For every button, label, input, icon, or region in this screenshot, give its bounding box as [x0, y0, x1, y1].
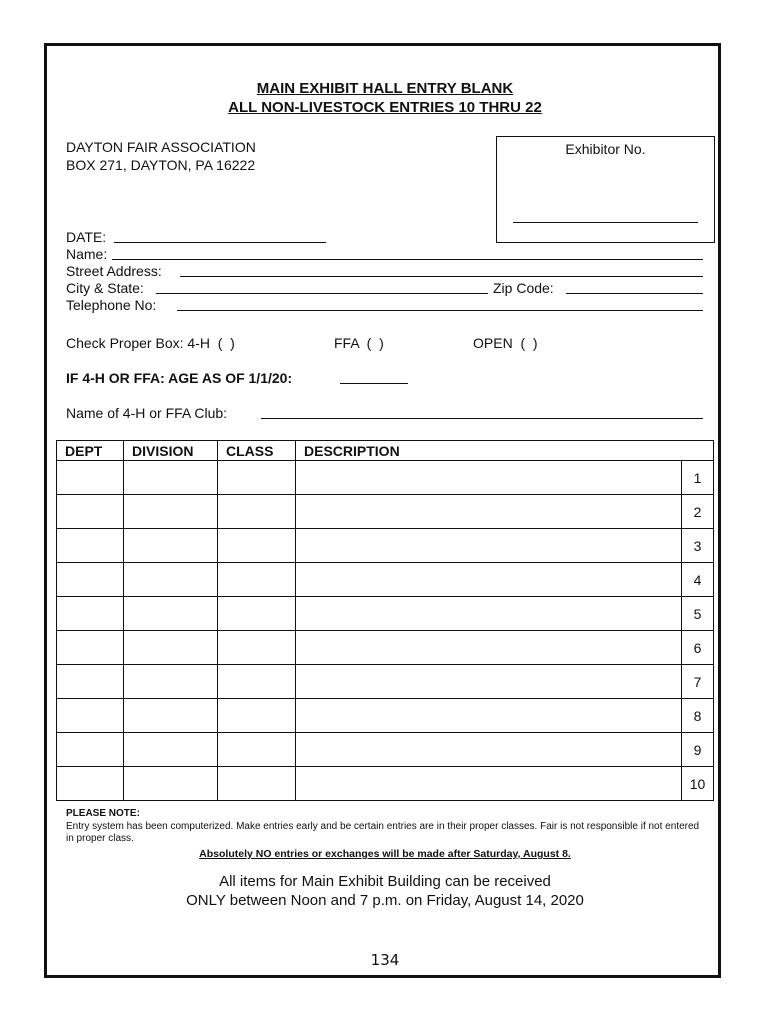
page-number: 134: [370, 951, 400, 969]
table-row: [57, 495, 714, 529]
division-cell[interactable]: [124, 461, 218, 495]
class-cell[interactable]: [218, 495, 296, 529]
note-heading: PLEASE NOTE:: [66, 808, 140, 819]
date-field[interactable]: [114, 242, 326, 243]
description-cell[interactable]: [296, 631, 682, 665]
division-cell[interactable]: [124, 529, 218, 563]
dept-cell[interactable]: [57, 461, 124, 495]
zip-code-field[interactable]: [566, 293, 703, 294]
division-cell[interactable]: [124, 495, 218, 529]
dept-cell[interactable]: [57, 563, 124, 597]
description-cell[interactable]: [296, 767, 682, 801]
association-name: DAYTON FAIR ASSOCIATION: [66, 139, 256, 155]
table-row: [57, 529, 714, 563]
form-title: MAIN EXHIBIT HALL ENTRY BLANK: [256, 80, 514, 97]
city-state-label: City & State:: [66, 280, 144, 296]
header-dept: DEPT: [57, 441, 124, 461]
note-body: Entry system has been computerized. Make entries early and be certain entries are in their proper classes. Fair is not responsible if not entered in proper class.: [66, 821, 700, 844]
division-cell[interactable]: [124, 563, 218, 597]
row-number: 8: [682, 699, 714, 733]
description-cell[interactable]: [296, 733, 682, 767]
row-number: 10: [682, 767, 714, 801]
note-deadline: Absolutely NO entries or exchanges will be made after Saturday, August 8.: [199, 848, 571, 860]
description-cell[interactable]: [296, 597, 682, 631]
telephone-label: Telephone No:: [66, 297, 157, 313]
check-box-label[interactable]: Check Proper Box: 4-H ( ): [66, 335, 235, 351]
club-label: Name of 4-H or FFA Club:: [66, 405, 228, 421]
name-field[interactable]: [112, 259, 703, 260]
dept-cell[interactable]: [57, 597, 124, 631]
receiving-line-2: ONLY between Noon and 7 p.m. on Friday, August 14, 2020: [186, 892, 584, 909]
row-number: 1: [682, 461, 714, 495]
city-state-field[interactable]: [156, 293, 488, 294]
row-number: 9: [682, 733, 714, 767]
table-row: [57, 631, 714, 665]
class-cell[interactable]: [218, 733, 296, 767]
class-cell[interactable]: [218, 597, 296, 631]
table-row: [57, 563, 714, 597]
row-number: 3: [682, 529, 714, 563]
header-division: DIVISION: [124, 441, 218, 461]
open-checkbox[interactable]: OPEN ( ): [473, 335, 538, 351]
exhibitor-number-line: [513, 222, 698, 223]
description-cell[interactable]: [296, 563, 682, 597]
exhibitor-number-box[interactable]: [496, 136, 715, 243]
class-cell[interactable]: [218, 767, 296, 801]
zip-code-label: Zip Code:: [493, 280, 554, 296]
division-cell[interactable]: [124, 665, 218, 699]
table-row: [57, 597, 714, 631]
dept-cell[interactable]: [57, 767, 124, 801]
row-number: 6: [682, 631, 714, 665]
exhibitor-number-label: Exhibitor No.: [565, 141, 646, 157]
table-row: [57, 767, 714, 801]
class-cell[interactable]: [218, 529, 296, 563]
division-cell[interactable]: [124, 597, 218, 631]
dept-cell[interactable]: [57, 699, 124, 733]
division-cell[interactable]: [124, 767, 218, 801]
table-row: [57, 699, 714, 733]
row-number: 5: [682, 597, 714, 631]
division-cell[interactable]: [124, 631, 218, 665]
date-label: DATE:: [66, 229, 107, 245]
telephone-field[interactable]: [177, 310, 703, 311]
class-cell[interactable]: [218, 461, 296, 495]
table-row: [57, 461, 714, 495]
club-field[interactable]: [261, 418, 703, 419]
division-cell[interactable]: [124, 733, 218, 767]
dept-cell[interactable]: [57, 631, 124, 665]
class-cell[interactable]: [218, 665, 296, 699]
table-header-row: [57, 441, 714, 461]
entries-table: [56, 440, 714, 801]
name-label: Name:: [66, 246, 108, 262]
age-field[interactable]: [340, 383, 408, 384]
division-cell[interactable]: [124, 699, 218, 733]
header-class: CLASS: [218, 441, 296, 461]
dept-cell[interactable]: [57, 495, 124, 529]
dept-cell[interactable]: [57, 733, 124, 767]
receiving-line-1: All items for Main Exhibit Building can be received: [219, 873, 551, 890]
description-cell[interactable]: [296, 529, 682, 563]
table-row: [57, 665, 714, 699]
dept-cell[interactable]: [57, 529, 124, 563]
class-cell[interactable]: [218, 631, 296, 665]
description-cell[interactable]: [296, 665, 682, 699]
row-number: 2: [682, 495, 714, 529]
description-cell[interactable]: [296, 699, 682, 733]
class-cell[interactable]: [218, 699, 296, 733]
row-number: 7: [682, 665, 714, 699]
description-cell[interactable]: [296, 495, 682, 529]
description-cell[interactable]: [296, 461, 682, 495]
age-label: IF 4-H OR FFA: AGE AS OF 1/1/20:: [66, 370, 293, 386]
ffa-checkbox[interactable]: FFA ( ): [334, 335, 384, 351]
class-cell[interactable]: [218, 563, 296, 597]
table-row: [57, 733, 714, 767]
street-address-field[interactable]: [180, 276, 703, 277]
dept-cell[interactable]: [57, 665, 124, 699]
header-description: DESCRIPTION: [296, 441, 714, 461]
row-number: 4: [682, 563, 714, 597]
street-address-label: Street Address:: [66, 263, 162, 279]
association-address: BOX 271, DAYTON, PA 16222: [66, 157, 256, 173]
form-subtitle: ALL NON-LIVESTOCK ENTRIES 10 THRU 22: [228, 99, 542, 116]
